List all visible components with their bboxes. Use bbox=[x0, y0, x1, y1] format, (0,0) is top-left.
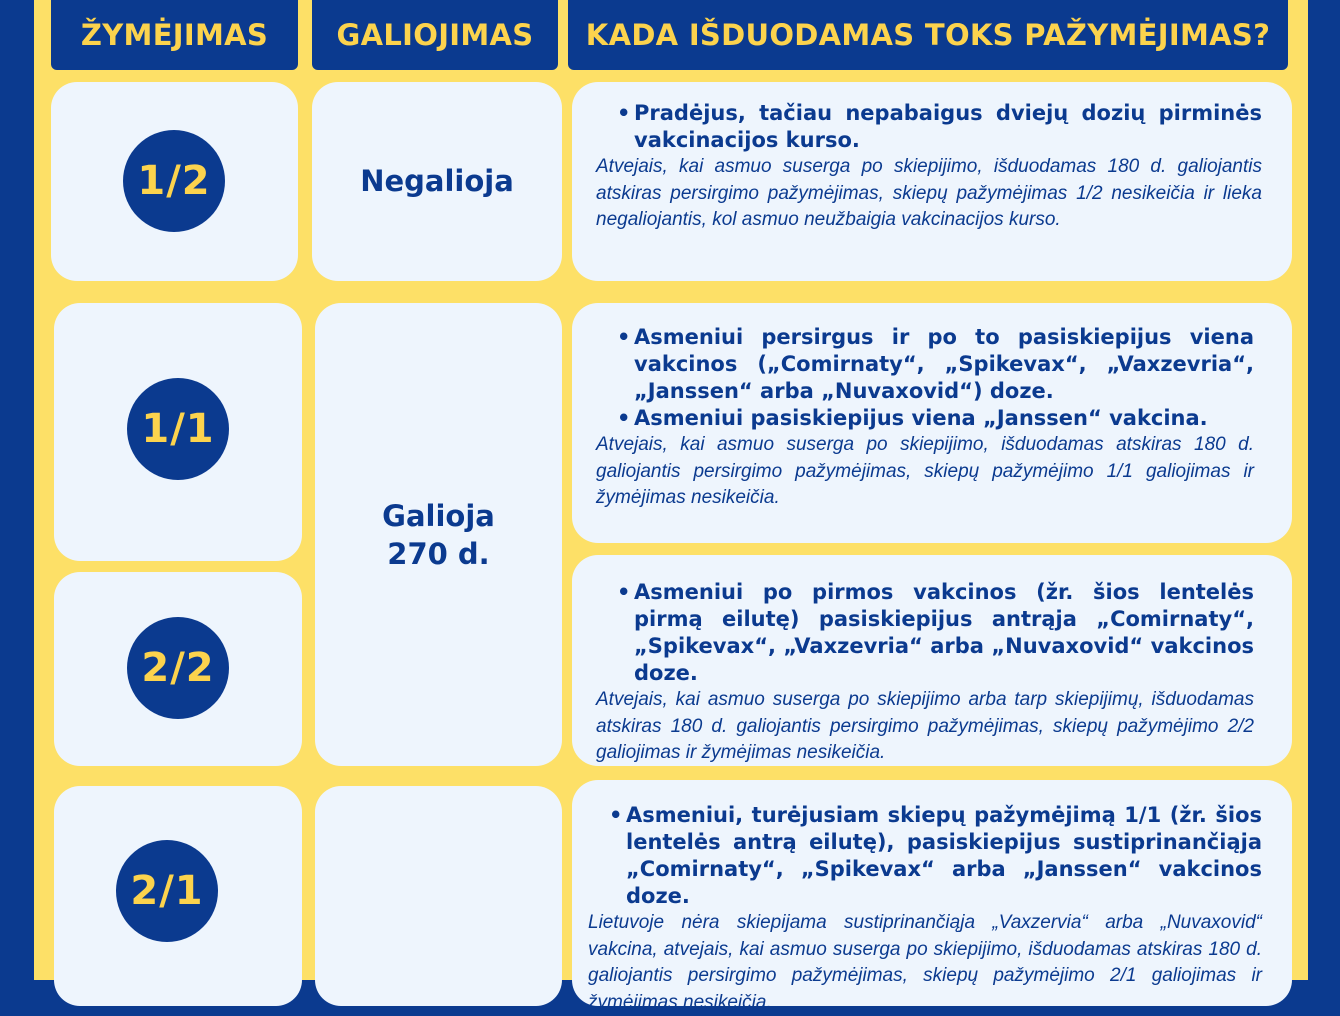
column-header-mark: ŽYMĖJIMAS bbox=[51, 0, 298, 70]
bullet-1-1-a: • Asmeniui persirgus ir po to pasiskiepijus viena vakcinos („Comirnaty“, „Spikevax“, „Vaxzevria“, „Janssen“ arba „Nuvaxovid“) doze. bbox=[634, 324, 1254, 405]
bullet-2-1-a: • Asmeniui, turėjusiam skiepų pažymėjimą 1/1 (žr. šios lentelės antrą eilutę), pasiskiepijus sustiprinančiąja „Comirnaty“, „Spikevax“ arba „Janssen“ vakcinos doze. bbox=[626, 802, 1262, 910]
validity-line-1: Galioja bbox=[382, 499, 495, 533]
mark-cell-2-1 bbox=[54, 786, 302, 1006]
description-cell-2-1 bbox=[572, 780, 1292, 1013]
mark-cell-2-2 bbox=[54, 572, 302, 766]
validity-text-1-1-2-2 bbox=[315, 497, 562, 573]
validity-cell-2-1 bbox=[315, 786, 562, 1006]
bullet-1-2-a: • Pradėjus, tačiau nepabaigus dviejų dozių pirminės vakcinacijos kurso. bbox=[634, 100, 1262, 154]
validity-line-2: 270 d. bbox=[387, 537, 490, 571]
mark-badge-1-2: 1/2 bbox=[123, 130, 225, 232]
description-1-1 bbox=[596, 324, 1254, 512]
column-header-validity: GALIOJIMAS bbox=[312, 0, 558, 70]
description-2-2 bbox=[596, 579, 1254, 767]
note-1-1: Atvejais, kai asmuo suserga po skiepijimo, išduodamas atskiras 180 d. galiojantis persirgimo pažymėjimas, skiepų pažymėjimo 1/1 galiojimas ir žymėjimas nesikeičia. bbox=[596, 434, 1254, 508]
bullet-2-2-a: • Asmeniui po pirmos vakcinos (žr. šios lentelės pirmą eilutę) pasiskiepijus antrąja „Comirnaty“, „Spikevax“, „Vaxzevria“ arba „Nuvaxovid“ vakcinos doze. bbox=[634, 579, 1254, 687]
mark-badge-2-1: 2/1 bbox=[116, 840, 218, 942]
description-2-1 bbox=[588, 802, 1262, 1016]
table-frame bbox=[34, 0, 1308, 1013]
description-cell-2-2 bbox=[572, 555, 1292, 766]
note-1-2: Atvejais, kai asmuo suserga po skiepijimo, išduodamas 180 d. galiojantis atskiras persirgimo pažymėjimas, skiepų pažymėjimas 1/2 nesikeičia ir lieka negaliojantis, kol asmuo neužbaigia vakcinacijos kurso. bbox=[596, 156, 1262, 230]
description-1-2 bbox=[596, 100, 1262, 234]
validity-text-1-2: Negalioja bbox=[360, 164, 514, 198]
column-header-when-issued: KADA IŠDUODAMAS TOKS PAŽYMĖJIMAS? bbox=[568, 0, 1288, 70]
description-cell-1-2 bbox=[572, 82, 1292, 281]
validity-cell-1-2 bbox=[312, 82, 562, 281]
validity-cell-1-1-2-2 bbox=[315, 303, 562, 766]
note-2-2: Atvejais, kai asmuo suserga po skiepijimo arba tarp skiepijimų, išduodamas atskiras 180 d. galiojantis persirgimo pažymėjimas, skiepų pažymėjimo 2/2 galiojimas ir žymėjimas nesikeičia. bbox=[596, 689, 1254, 763]
mark-cell-1-1 bbox=[54, 303, 302, 561]
mark-badge-2-2: 2/2 bbox=[127, 617, 229, 719]
note-2-1: Lietuvoje nėra skiepijama sustiprinančiąja „Vaxzervia“ arba „Nuvaxovid“ vakcina, atvejais, kai asmuo suserga po skiepijimo, išduodamas atskiras 180 d. galiojantis persirgimo pažymėjimas, skiepų pažymėjimo 2/1 galiojimas ir žymėjimas nesikeičia. bbox=[588, 912, 1262, 1013]
description-cell-1-1 bbox=[572, 303, 1292, 543]
mark-badge-1-1: 1/1 bbox=[127, 378, 229, 480]
mark-cell-1-2 bbox=[51, 82, 298, 281]
bullet-1-1-b: • Asmeniui pasiskiepijus viena „Janssen“ vakcina. bbox=[634, 405, 1254, 432]
